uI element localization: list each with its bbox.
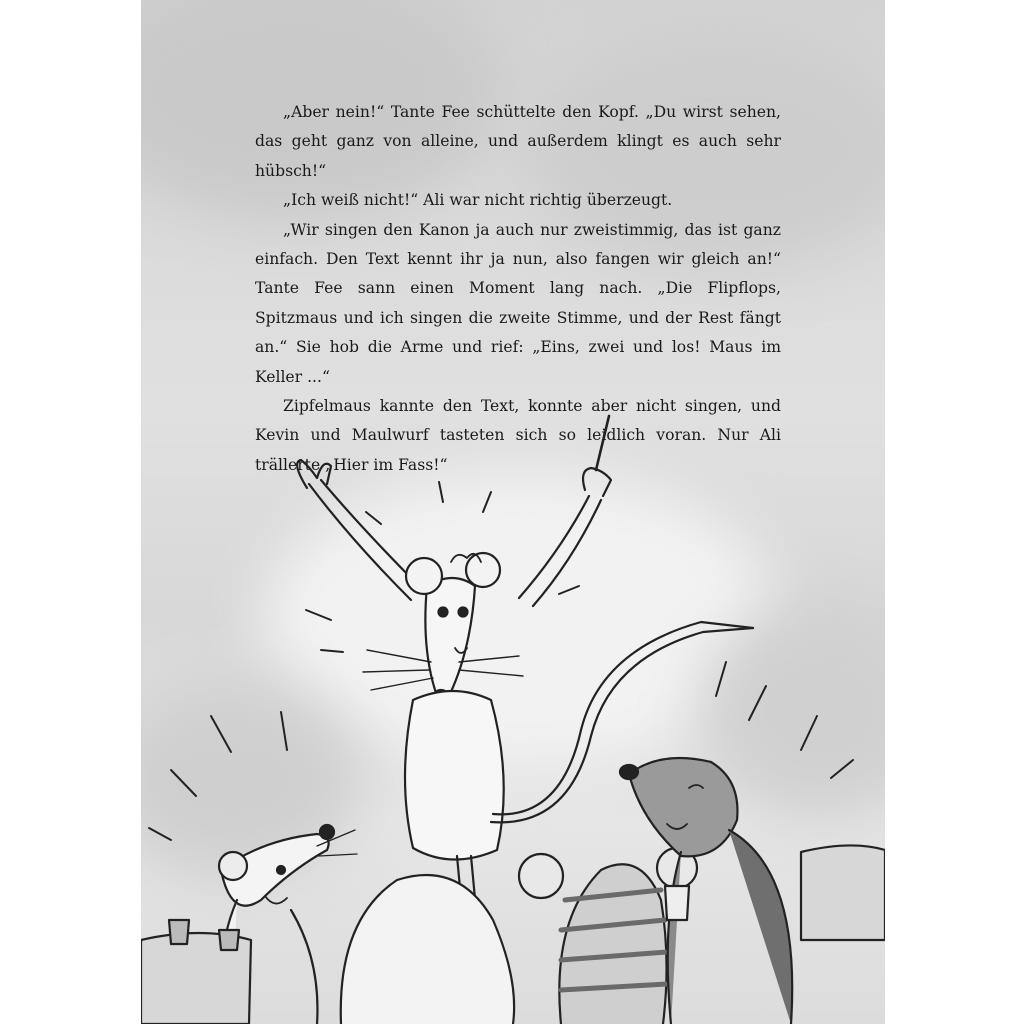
paragraph: „Aber nein!“ Tante Fee schüttelte den Kopf. „Du wirst sehen, das geht ganz von alleine, und außerdem klingt es auch sehr hübsch!“ (255, 103, 781, 180)
back-mouse (341, 875, 514, 1024)
paragraph: „Wir singen den Kanon ja auch nur zweistimmig, das ist ganz einfach. Den Text kennt ihr ja nun, also fangen wir gleich an!“ Tante Fee sann einen Moment lang nach. „Die Flipflops, Spitzmaus und ich singen die zweite Stimme, und der Rest fängt an.“ Sie hob die Arme und rief: „Eins, zwei und los! Maus im Keller ...“ (255, 220, 781, 386)
left-table (141, 920, 251, 1024)
book-page (141, 0, 885, 1024)
right-table (801, 845, 885, 940)
paragraph: „Ich weiß nicht!“ Ali war nicht richtig überzeugt. (283, 191, 673, 210)
paragraph: Zipfelmaus kannte den Text, konnte aber nicht singen, und Kevin und Maulwurf tasteten sich so leidlich voran. Nur Ali trällerte „Hier im Fass!“ (255, 397, 781, 474)
mice-singing-illustration (141, 400, 885, 1024)
